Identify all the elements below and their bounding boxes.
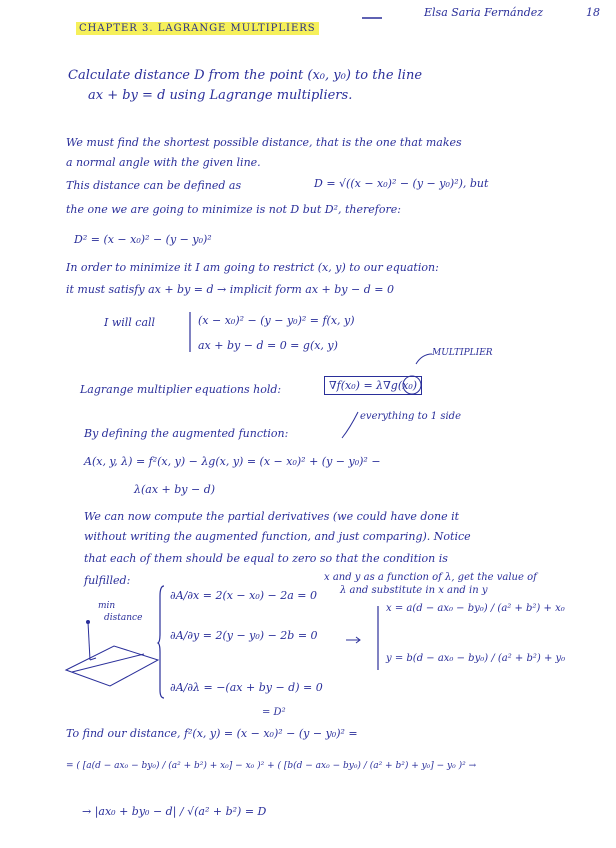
body-line: I will call	[104, 316, 156, 329]
x-solution: x = a(d − ax₀ − by₀) / (a² + b²) + x₀	[386, 603, 565, 614]
lagrange-equation-box: ∇f(x₀) = λ∇g(x₀)	[324, 376, 422, 395]
body-line: the one we are going to minimize is not D but D², therefore:	[66, 203, 401, 216]
g-definition: ax + by − d = 0 = g(x, y)	[198, 339, 338, 352]
final-result: → |ax₀ + by₀ − d| / √(a² + b²) = D	[82, 805, 267, 818]
definition-bracket	[188, 312, 194, 354]
system-brace	[158, 586, 166, 700]
body-line: a normal angle with the given line.	[66, 156, 261, 169]
plane-sketch	[62, 618, 162, 690]
y-solution: y = b(d − ax₀ − by₀) / (a² + b²) + y₀	[386, 653, 566, 664]
side-note: everything to 1 side	[360, 411, 462, 422]
augmented-function: A(x, y, λ) = f²(x, y) − λg(x, y) = (x − x₀)² + (y − y₀)² −	[84, 455, 381, 468]
multiplier-arrow	[410, 350, 434, 368]
final-line-1: To find our distance, f²(x, y) = (x − x₀)² − (y − y₀)² =	[66, 727, 358, 740]
body-line: fulfilled:	[84, 574, 131, 587]
body-line: Lagrange multiplier equations hold:	[80, 383, 282, 396]
final-line-2: = ( [a(d − ax₀ − by₀) / (a² + b²) + x₀] − x₀ )² + ( [b(d − ax₀ − by₀) / (a² + b²) + y₀] − y₀ )² →	[66, 761, 477, 771]
side-note-2: x and y as a function of λ, get the value of	[324, 572, 537, 583]
distance-formula: D = √((x − x₀)² − (y − y₀)²), but	[314, 177, 489, 190]
partial-x: ∂A/∂x = 2(x − x₀) − 2a = 0	[170, 589, 318, 602]
body-line: By defining the augmented function:	[84, 427, 289, 440]
body-line: We must find the shortest possible distance, that is the one that makes	[66, 136, 462, 149]
header-dash-mark	[362, 16, 384, 20]
side-note-3: λ and substitute in x and in y	[340, 585, 488, 596]
problem-line-2: ax + by = d using Lagrange multipliers.	[88, 88, 353, 103]
sketch-label-distance: distance	[104, 613, 143, 623]
page-number: 18	[586, 6, 600, 19]
body-line: This distance can be defined as	[66, 179, 242, 192]
problem-line-1: Calculate distance D from the point (x₀, y₀) to the line	[68, 68, 423, 83]
solve-arrow	[346, 636, 364, 644]
squared-distance-formula: D² = (x − x₀)² − (y − y₀)²	[74, 233, 212, 246]
body-line: In order to minimize it I am going to restrict (x, y) to our equation:	[66, 261, 439, 274]
body-line: it must satisfy ax + by = d → implicit form ax + by − d = 0	[66, 283, 394, 296]
result-brace	[376, 606, 382, 672]
lambda-circle	[401, 374, 423, 396]
partial-y: ∂A/∂y = 2(y − y₀) − 2b = 0	[170, 629, 318, 642]
equals-d-squared: = D²	[262, 707, 286, 718]
multiplier-label: MULTIPLIER	[432, 348, 493, 358]
body-line: without writing the augmented function, and just comparing). Notice	[84, 530, 471, 543]
sketch-label-min: min	[98, 601, 116, 611]
chapter-title: CHAPTER 3. LAGRANGE MULTIPLIERS	[76, 24, 319, 34]
body-line: We can now compute the partial derivatives (we could have done it	[84, 510, 460, 523]
f-definition: (x − x₀)² − (y − y₀)² = f(x, y)	[198, 314, 355, 327]
augmented-function-cont: λ(ax + by − d)	[134, 483, 216, 496]
partial-lambda: ∂A/∂λ = −(ax + by − d) = 0	[170, 681, 323, 694]
author-name: Elsa Saria Fernández	[424, 6, 544, 19]
body-line: that each of them should be equal to zero so that the condition is	[84, 552, 448, 565]
